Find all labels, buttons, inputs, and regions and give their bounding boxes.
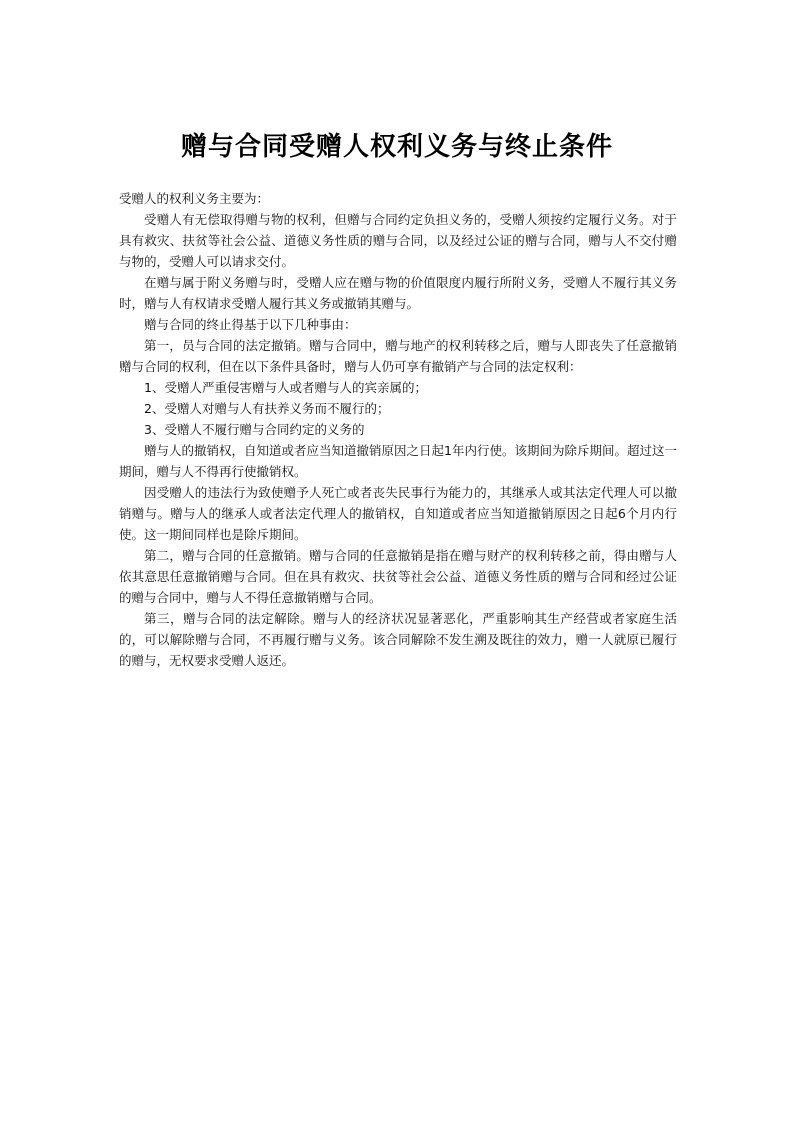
paragraph: 在赠与属于附义务赠与时，受赠人应在赠与物的价值限度内履行所附义务，受赠人不履行其义务时，赠与人有权请求受赠人履行其义务或撤销其赠与。 [119,275,677,311]
paragraph: 赠与合同的终止得基于以下几种事由： [144,317,357,332]
paragraph: 因受赠人的违法行为致使赠予人死亡或者丧失民事行为能力的，其继承人或其法定代理人可以撤销赠与。赠与人的继承人或者法定代理人的撤销权，自知道或者应当知道撤销原因之日起6个月内行使。这一期间同样也是除斥期间。 [119,485,677,542]
paragraph: 第三，赠与合同的法定解除。赠与人的经济状况显著恶化，严重影响其生产经营或者家庭生活的，可以解除赠与合同，不再履行赠与义务。该合同解除不发生溯及既往的效力，赠一人就原已履行的赠与，无权要求受赠人返还。 [119,611,677,668]
paragraph: 受赠人有无偿取得赠与物的权利，但赠与合同约定负担义务的，受赠人须按约定履行义务。对于具有救灾、扶贫等社会公益、道德义务性质的赠与合同，以及经过公证的赠与合同，赠与人不交付赠与物的，受赠人可以请求交付。 [119,212,677,269]
document-body [119,188,677,671]
list-item: 3、受赠人不履行赠与合同约定的义务的 [144,422,365,437]
list-item: 1、受赠人严重侵害赠与人或者赠与人的宾亲属的； [144,380,427,395]
paragraph: 第二，赠与合同的任意撤销。赠与合同的任意撤销是指在赠与财产的权利转移之前，得由赠与人依其意思任意撤销赠与合同。但在具有救灾、扶贫等社会公益、道德义务性质的赠与合同和经过公证的赠与合同中，赠与人不得任意撤销赠与合同。 [119,548,677,605]
paragraph: 受赠人的权利义务主要为： [119,191,270,206]
document-title: 赠与合同受赠人权利义务与终止条件 [180,132,613,162]
list-item: 2、受赠人对赠与人有扶养义务而不履行的； [144,401,390,416]
paragraph: 赠与人的撤销权，自知道或者应当知道撤销原因之日起1年内行使。该期间为除斥期间。超过这一期间，赠与人不得再行使撤销权。 [119,443,677,479]
paragraph: 第一，员与合同的法定撤销。赠与合同中，赠与地产的权利转移之后，赠与人即丧失了任意撤销赠与合同的权利，但在以下条件具备时，赠与人仍可享有撤销产与合同的法定权利： [119,338,677,374]
